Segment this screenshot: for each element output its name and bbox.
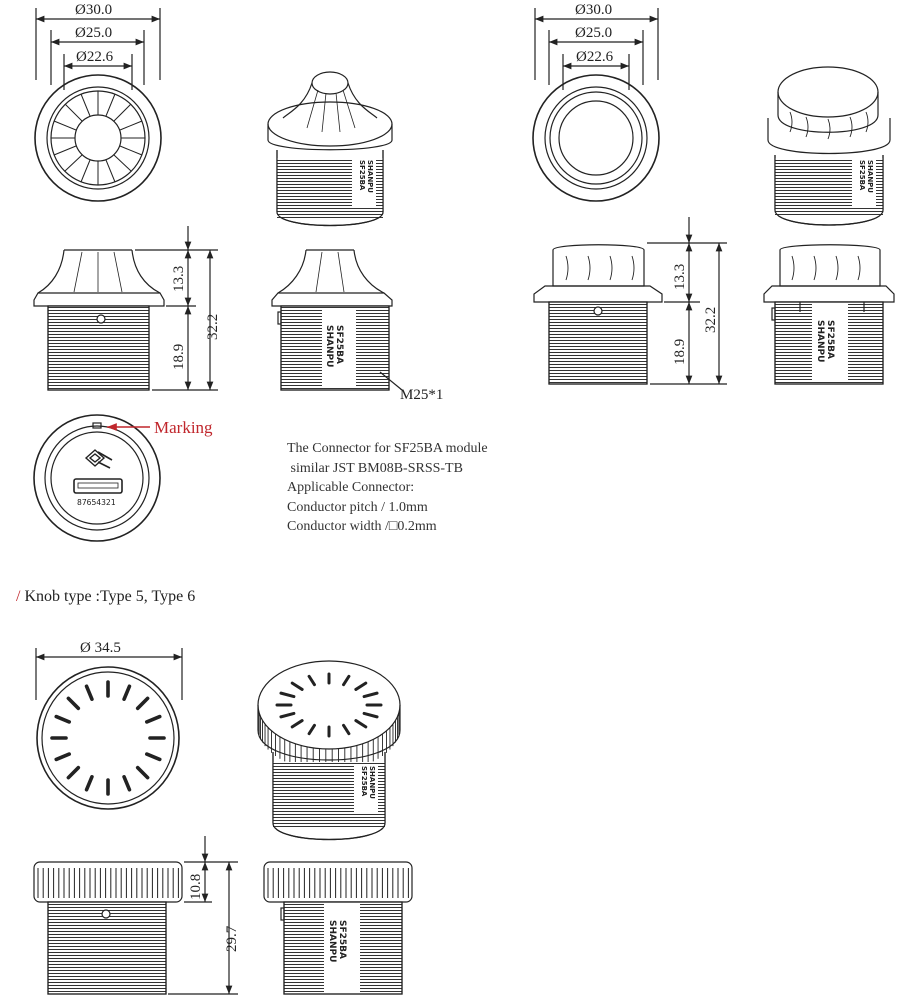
dim-thread-height-type4: 18.9: [672, 338, 688, 365]
svg-text:SHANPU: SHANPU: [866, 160, 874, 193]
type4-side-elevation: [764, 245, 894, 384]
connector-notes: [287, 439, 488, 537]
type3-perspective: [268, 72, 392, 226]
dim-mid-diameter-type3: Ø25.0: [75, 25, 113, 41]
dim-mid-diameter-type4: Ø25.0: [575, 25, 613, 41]
dim-total-height-type5: 29.7: [224, 925, 240, 952]
dim-thread-height-type3: 18.9: [171, 343, 187, 370]
dim-diameter-type5: Ø 34.5: [80, 640, 121, 656]
svg-text:SHANPU: SHANPU: [368, 766, 376, 799]
dim-outer-diameter-type3: Ø30.0: [75, 2, 113, 18]
svg-text:SF25BA: SF25BA: [337, 920, 347, 959]
svg-text:SHANPU: SHANPU: [815, 320, 825, 363]
heading-slash: /: [16, 588, 21, 605]
svg-text:SHANPU: SHANPU: [327, 920, 337, 963]
dim-knob-height-type4: 13.3: [672, 263, 688, 290]
type5-front-elevation: [34, 836, 238, 994]
type5-perspective: [258, 661, 400, 840]
type5-top-view: [36, 648, 182, 809]
dim-total-height-type3: 32.2: [205, 313, 221, 340]
note-line: Conductor pitch / 1.0mm: [287, 499, 428, 515]
svg-text:SF25BA: SF25BA: [825, 320, 835, 359]
dim-inner-diameter-type4: Ø22.6: [576, 49, 614, 65]
note-line: similar JST BM08B-SRSS-TB: [287, 460, 463, 476]
svg-text:SF25BA: SF25BA: [334, 325, 344, 364]
svg-text:SHANPU: SHANPU: [324, 325, 334, 368]
type3-front-elevation: [34, 226, 218, 390]
dim-knob-height-type5: 10.8: [188, 873, 204, 900]
dim-knob-height-type3: 13.3: [171, 265, 187, 292]
dim-thread-spec: M25*1: [400, 387, 444, 403]
svg-text:SF25BA: SF25BA: [360, 766, 368, 797]
section-heading: [16, 588, 195, 606]
dim-outer-diameter-type4: Ø30.0: [575, 2, 613, 18]
dim-total-height-type4: 32.2: [703, 306, 719, 333]
note-line: Conductor width /□0.2mm: [287, 519, 437, 534]
type4-perspective: [768, 67, 890, 225]
note-line: Applicable Connector:: [287, 480, 415, 495]
type4-front-elevation: [534, 217, 727, 384]
svg-text:SHANPU: SHANPU: [366, 160, 374, 193]
heading-text: Knob type :Type 5, Type 6: [20, 588, 196, 605]
marking-label: Marking: [154, 418, 213, 437]
svg-text:SF25BA: SF25BA: [358, 160, 366, 191]
connector-bottom-view: [34, 415, 160, 541]
type3-side-elevation: [272, 250, 402, 390]
dim-inner-diameter-type3: Ø22.6: [76, 49, 114, 65]
svg-text:SF25BA: SF25BA: [858, 160, 866, 191]
type5-side-elevation: [264, 862, 412, 994]
pin-numbers: 87654321: [77, 498, 116, 507]
note-line: The Connector for SF25BA module: [287, 441, 488, 456]
